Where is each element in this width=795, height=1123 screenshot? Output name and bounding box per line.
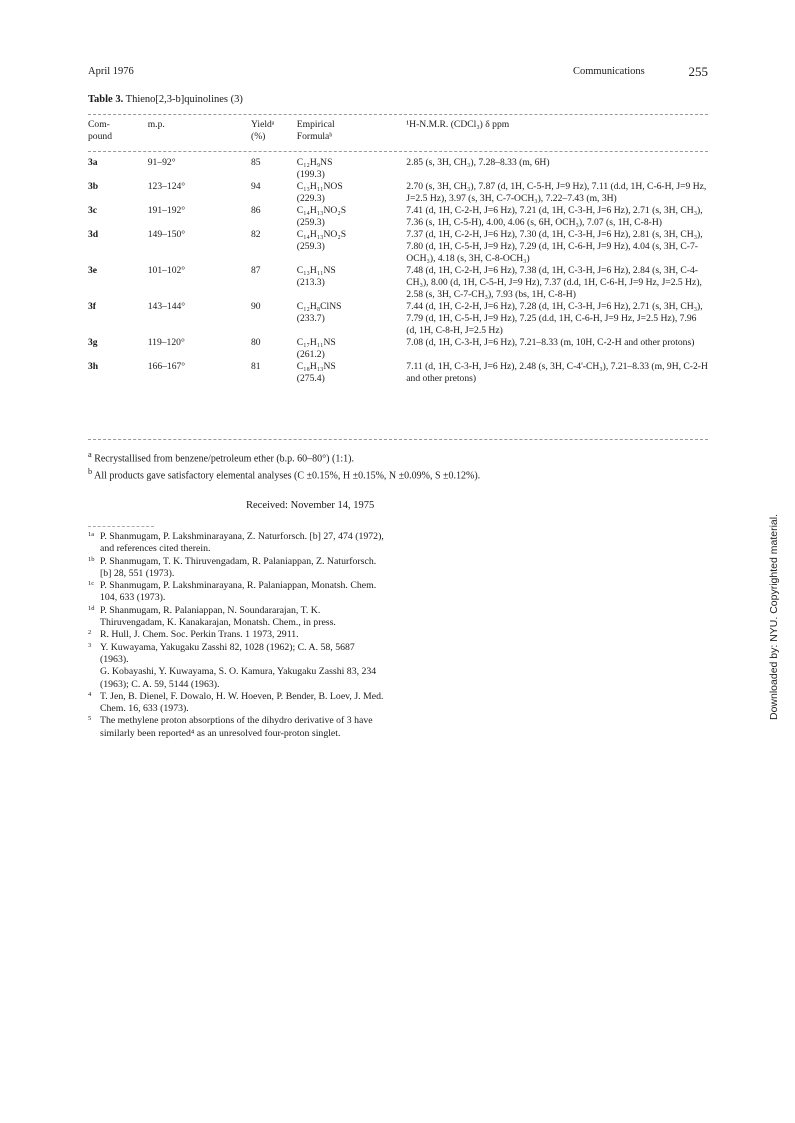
table-row <box>88 229 708 265</box>
compound-id: 3g <box>88 337 98 348</box>
compound-table <box>88 119 708 385</box>
col-header-nmr: ¹H-N.M.R. (CDCl₃) δ ppm <box>406 119 510 130</box>
nmr-data: 2.70 (s, 3H, CH₃), 7.87 (d, 1H, C-5-H, J=9 Hz), 7.11 (d.d, 1H, C-6-H, J=9 Hz, J=2.5 Hz), 3.97 (s, 3H, C-7-OCH₃), 7.22–7.43 (m, 3H) <box>406 181 707 204</box>
table-row <box>88 205 708 229</box>
references <box>88 531 384 740</box>
reference-item: 2 R. Hull, J. Chem. Soc. Perkin Trans. 1 1973, 2911. <box>88 629 299 641</box>
issue-date: April 1976 <box>88 66 134 77</box>
table-footnotes <box>88 448 480 483</box>
formula: C₁₈H₁₃NS (275.4) <box>296 361 336 384</box>
reference-item: 5 The methylene proton absorptions of the dihydro derivative of 3 have similarly been reported⁴ as an unresolved four-proton singlet. <box>88 715 373 739</box>
table-row <box>88 361 708 385</box>
col-header-compound: Com- pound <box>88 119 112 142</box>
nmr-data: 7.11 (d, 1H, C-3-H, J=6 Hz), 2.48 (s, 3H, C-4'-CH₃), 7.21–8.33 (m, 9H, C-2-H and other pretons) <box>406 361 708 384</box>
reference-item: 1d P. Shanmugam, R. Palaniappan, N. Soundararajan, T. K. Thiruvengadam, K. Kanakarajan, Monatsh. Chem., in press. <box>88 604 336 629</box>
formula: C₁₄H₁₃NO₂S (259.3) <box>296 229 347 252</box>
reference-item: 1c P. Shanmugam, P. Lakshminarayana, R. Palaniappan, Monatsh. Chem. 104, 633 (1973). <box>88 580 377 604</box>
table-row <box>88 181 708 205</box>
yield-value: 81 <box>251 361 261 372</box>
nmr-data: 7.37 (d, 1H, C-2-H, J=6 Hz), 7.30 (d, 1H, C-3-H, J=6 Hz), 2.81 (s, 3H, CH₃), 7.80 (d, 1H, C-5-H, J=9 Hz), 7.29 (d, 1H, C-6-H, J=9 Hz), 4.04 (s, 3H, C-7-OCH₃), 4.18 (s, 3H, C-8-OCH₃) <box>406 229 703 264</box>
table-row <box>88 337 708 361</box>
compound-id: 3f <box>88 301 96 312</box>
melting-point: 166–167° <box>147 361 186 372</box>
melting-point: 119–120° <box>147 337 185 348</box>
compound-id: 3b <box>88 181 99 192</box>
reference-item: 3 Y. Kuwayama, Yakugaku Zasshi 82, 1028 (1962); C. A. 58, 5687 (1963). <box>88 641 355 665</box>
table-label: Table 3. <box>88 94 124 105</box>
references-separator <box>88 526 154 527</box>
formula: C₁₄H₁₃NO₂S (259.3) <box>296 205 347 228</box>
table-title: Thieno[2,3-b]quinolines (3) <box>125 94 243 105</box>
col-header-formula: Empirical Formulaᵇ <box>296 119 335 142</box>
table-row <box>88 265 708 301</box>
nmr-data: 7.48 (d, 1H, C-2-H, J=6 Hz), 7.38 (d, 1H, C-3-H, J=6 Hz), 2.84 (s, 3H, C-4-CH₃), 8.00 (d, 1H, C-5-H, J=9 Hz), 7.37 (d.d, 1H, C-6-H, J=9 Hz, J=2.5 Hz), 2.58 (s, 3H, C-7-CH₃), 7.93 (bs, 1H, C-8-H) <box>406 265 702 300</box>
formula: C₁₂H₉NS (199.3) <box>296 157 333 180</box>
compound-id: 3c <box>88 205 98 216</box>
compound-id: 3e <box>88 265 98 276</box>
yield-value: 86 <box>251 205 261 216</box>
col-header-yield: Yieldᵃ (%) <box>251 119 275 142</box>
compound-id: 3h <box>88 361 99 372</box>
table-row <box>88 157 708 181</box>
table-row <box>88 301 708 337</box>
reference-item: G. Kobayashi, Y. Kuwayama, S. O. Kamura, Yakugaku Zasshi 83, 234 (1963); C. A. 59, 5144 (1963). <box>100 666 377 690</box>
page-header <box>88 64 708 80</box>
formula: C₁₃H₁₁NOS (229.3) <box>296 181 343 204</box>
table-header-row <box>88 119 708 151</box>
nmr-data: 2.85 (s, 3H, CH₃), 7.28–8.33 (m, 6H) <box>406 157 550 168</box>
melting-point: 101–102° <box>147 265 186 276</box>
page-number: 255 <box>688 64 708 79</box>
compound-id: 3d <box>88 229 99 240</box>
compound-id: 3a <box>88 157 98 168</box>
received-date: Received: November 14, 1975 <box>246 500 375 511</box>
yield-value: 94 <box>251 181 261 192</box>
melting-point: 191–192° <box>147 205 186 216</box>
yield-value: 87 <box>251 265 261 276</box>
nmr-data: 7.08 (d, 1H, C-3-H, J=6 Hz), 7.21–8.33 (m, 10H, C-2-H and other protons) <box>406 337 695 348</box>
reference-item: 1a P. Shanmugam, P. Lakshminarayana, Z. Naturforsch. [b] 27, 474 (1972), and references cited therein. <box>88 531 384 555</box>
download-watermark: Downloaded by: NYU. Copyrighted material. <box>768 513 780 720</box>
journal-section: Communications <box>573 66 645 77</box>
nmr-data: 7.44 (d, 1H, C-2-H, J=6 Hz), 7.28 (d, 1H, C-3-H, J=6 Hz), 2.71 (s, 3H, CH₃), 7.79 (d, 1H, C-5-H, J=9 Hz), 7.25 (d.d, 1H, C-6-H, J=9 Hz, J=2.5 Hz), 7.96 (d, 1H, C-8-H, J=2.5 Hz) <box>406 301 703 336</box>
melting-point: 123–124° <box>147 181 186 192</box>
table-bottom-rule <box>88 439 708 440</box>
reference-item: 4 T. Jen, B. Dienel, F. Dowalo, H. W. Hoeven, P. Bender, B. Loev, J. Med. Chem. 16, 633 (1973). <box>88 690 384 715</box>
footnote: $^b$ All products gave satisfactory elemental analyses (C ±0.15%, H ±0.15%, N ±0.09%, S ±0.12%). <box>88 467 481 482</box>
reference-item: 1b P. Shanmugam, T. K. Thiruvengadam, R. Palaniappan, Z. Naturforsch. [b] 28, 551 (1973). <box>88 555 377 579</box>
yield-value: 80 <box>251 337 261 348</box>
yield-value: 82 <box>251 229 261 240</box>
formula: C₁₂H₈ClNS (233.7) <box>296 301 342 324</box>
yield-value: 85 <box>251 157 261 168</box>
table-caption <box>88 94 243 105</box>
yield-value: 90 <box>251 301 261 312</box>
nmr-data: 7.41 (d, 1H, C-2-H, J=6 Hz), 7.21 (d, 1H, C-3-H, J=6 Hz), 2.71 (s, 3H, CH₃), 7.36 (s, 1H, C-5-H), 4.00, 4.06 (s, 6H, OCH₃), 7.07 (s, 1H, C-8-H) <box>406 205 703 228</box>
col-header-mp: m.p. <box>147 119 165 130</box>
formula: C₁₇H₁₁NS (261.2) <box>296 337 336 360</box>
formula: C₁₃H₁₁NS (213.3) <box>296 265 336 288</box>
melting-point: 149–150° <box>147 229 186 240</box>
footnote: $^a$ Recrystallised from benzene/petroleum ether (b.p. 60–80°) (1:1). <box>88 450 354 465</box>
table-top-rule <box>88 114 708 115</box>
melting-point: 143–144° <box>147 301 186 312</box>
melting-point: 91–92° <box>147 157 176 168</box>
